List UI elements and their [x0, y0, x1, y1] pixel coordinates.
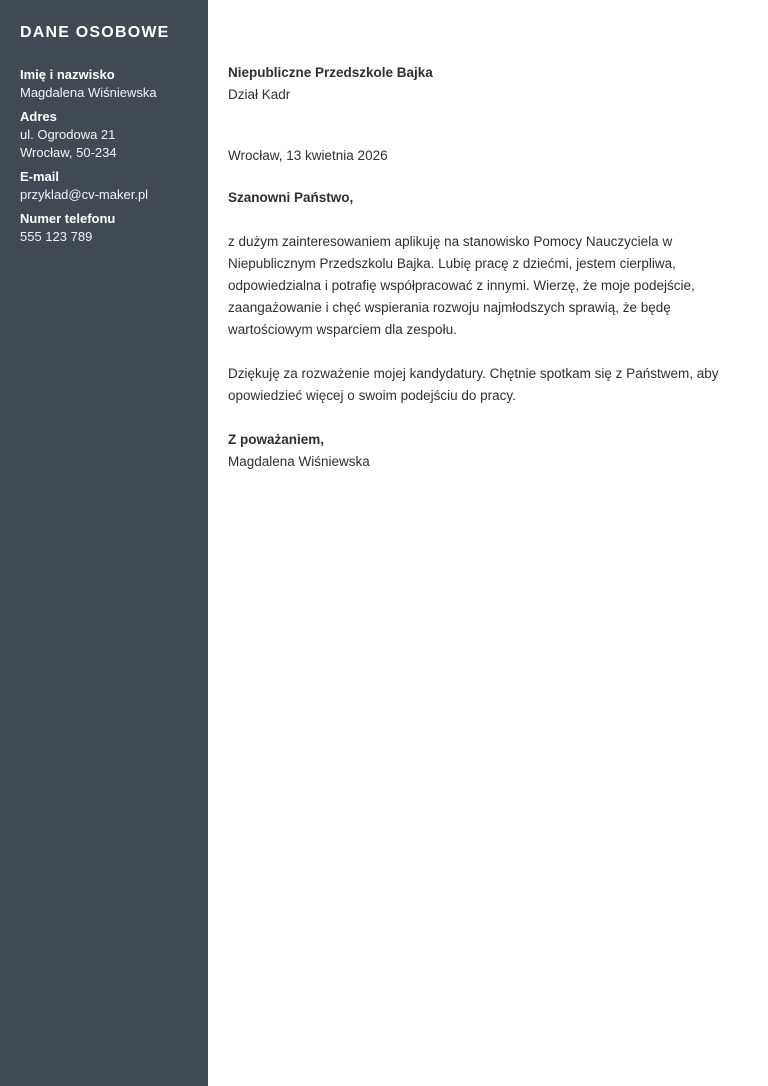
- letter-paragraph-2: Dziękuję za rozważenie mojej kandydatury. Chętnie spotkam się z Państwem, aby opowiedzieć więcej o swoim podejściu do pracy.: [228, 366, 719, 403]
- address-label: Adres: [20, 109, 57, 124]
- phone-field: [20, 210, 188, 246]
- letter-closing: Z poważaniem,: [228, 432, 325, 447]
- personal-data-sidebar: [0, 0, 208, 1086]
- address-line-1: ul. Ogrodowa 21: [20, 127, 116, 142]
- name-value: Magdalena Wiśniewska: [20, 85, 157, 100]
- letter-signature: Magdalena Wiśniewska: [228, 454, 370, 469]
- phone-value: 555 123 789: [20, 229, 93, 244]
- email-value: przyklad@cv-maker.pl: [20, 187, 149, 202]
- recipient-name: Niepubliczne Przedszkole Bajka: [228, 65, 433, 80]
- address-line-2: Wrocław, 50-234: [20, 145, 117, 160]
- email-field: [20, 168, 188, 204]
- letter-paragraph-1: z dużym zainteresowaniem aplikuję na stanowisko Pomocy Nauczyciela w Niepublicznym Przedszkolu Bajka. Lubię pracę z dziećmi, jestem cierpliwa, odpowiedzialna i potrafię współpracować z innymi. Wierzę, że moje podejście, zaangażowanie i chęć wspierania rozwoju najmłodszych sprawią, że będę wartościowym wsparciem dla zespołu.: [228, 234, 695, 337]
- letter-date: Wrocław, 13 kwietnia 2026: [228, 148, 388, 163]
- name-field: [20, 66, 188, 102]
- sidebar-title: DANE OSOBOWE: [20, 24, 170, 41]
- name-label: Imię i nazwisko: [20, 67, 115, 82]
- phone-label: Numer telefonu: [20, 211, 116, 226]
- address-field: [20, 108, 188, 162]
- recipient-department: Dział Kadr: [228, 87, 291, 102]
- letter-greeting: Szanowni Państwo,: [228, 190, 354, 205]
- email-label: E-mail: [20, 169, 60, 184]
- letter-content: [208, 0, 768, 1086]
